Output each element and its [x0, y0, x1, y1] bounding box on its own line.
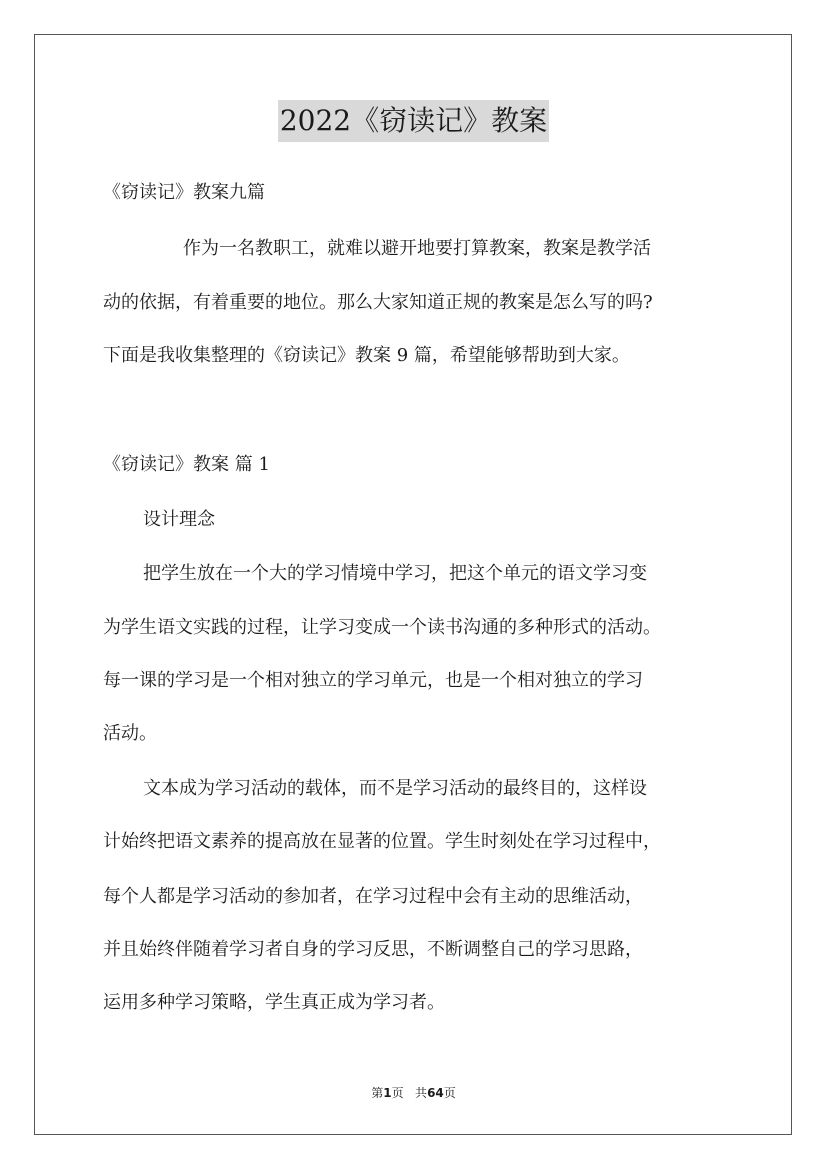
- para1-line-4: 活动。: [103, 723, 157, 744]
- section-heading: 《窃读记》教案 篇 1: [103, 454, 270, 475]
- footer-total-pages: 64: [427, 1086, 444, 1100]
- para1-line-3: 每一课的学习是一个相对独立的学习单元，也是一个相对独立的学习: [103, 670, 643, 691]
- footer-page-prefix: 第: [371, 1086, 384, 1100]
- para1-line-2: 为学生语文实践的过程，让学习变成一个读书沟通的多种形式的活动。: [103, 617, 661, 638]
- footer-total-suffix: 页: [443, 1086, 456, 1100]
- intro-line-1: 作为一名教职工，就难以避开地要打算教案，教案是教学活: [183, 238, 651, 259]
- para2-line-4: 并且始终伴随着学习者自身的学习反思，不断调整自己的学习思路，: [103, 939, 643, 960]
- para2-line-5: 运用多种学习策略，学生真正成为学习者。: [103, 992, 445, 1013]
- document-subtitle: 《窃读记》教案九篇: [103, 182, 265, 203]
- intro-line-3: 下面是我收集整理的《窃读记》教案 9 篇，希望能够帮助到大家。: [103, 345, 630, 366]
- para2-line-1: 文本成为学习活动的载体，而不是学习活动的最终目的，这样设: [143, 778, 647, 799]
- title-wrap: [0, 100, 827, 142]
- footer-page-number: 1: [383, 1086, 392, 1100]
- footer-page-suffix: 页: [391, 1086, 404, 1100]
- sub-heading: 设计理念: [143, 509, 215, 530]
- para2-line-2: 计始终把语文素养的提高放在显著的位置。学生时刻处在学习过程中，: [103, 831, 661, 852]
- footer-total-prefix: 共: [415, 1086, 428, 1100]
- para2-line-3: 每个人都是学习活动的参加者，在学习过程中会有主动的思维活动，: [103, 886, 643, 907]
- document-title: 2022《窃读记》教案: [278, 100, 549, 142]
- para1-line-1: 把学生放在一个大的学习情境中学习，把这个单元的语文学习变: [143, 563, 647, 584]
- page-footer: [0, 1084, 827, 1101]
- intro-line-2: 动的依据，有着重要的地位。那么大家知道正规的教案是怎么写的吗?: [103, 292, 653, 313]
